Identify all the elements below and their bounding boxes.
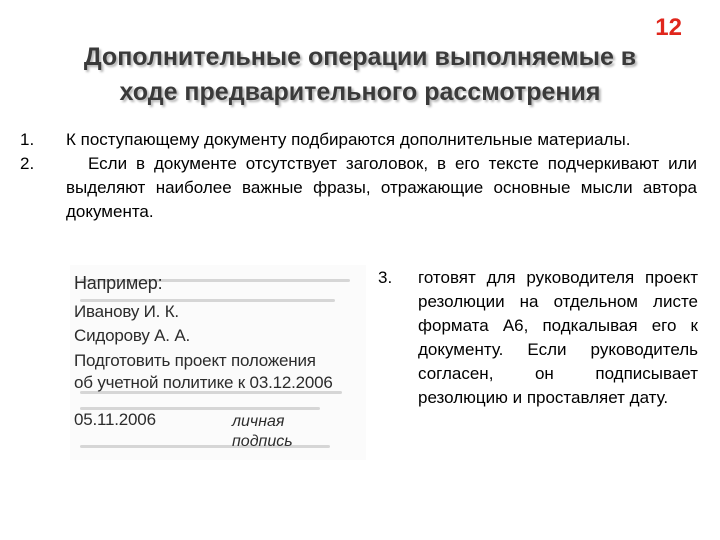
operations-list (20, 128, 697, 224)
list-item-number: 1. (20, 130, 35, 149)
title-line-2: ходе предварительного рассмотрения (119, 78, 601, 106)
example-instruction-1: Подготовить проект положения (74, 351, 316, 370)
list-item-number: 3. (378, 268, 393, 287)
list-item (20, 152, 697, 224)
title-line-1: Дополнительные операции выполняемые в (83, 43, 637, 71)
resolution-example-image (70, 265, 366, 460)
example-heading: Например: (74, 273, 163, 293)
example-signature-1: личная (232, 413, 285, 430)
slide-number: 12 (655, 14, 682, 41)
list-item-text: Если в документе отсутствует заголовок, в его тексте подчеркивают или выделяют наиболее важные фразы, отражающие основные мысли автора документа. (66, 154, 697, 221)
example-addressee-1: Иванову И. К. (74, 302, 179, 321)
example-addressee-2: Сидорову А. А. (74, 326, 190, 345)
list-item (378, 266, 698, 410)
example-signature-2: подпись (232, 433, 293, 450)
slide-title (14, 40, 706, 110)
list-item (20, 128, 697, 152)
list-item-text: готовят для руководителя проект резолюции на отдельном листе формата А6, подкалывая его к документу. Если руководитель согласен, он подписывает резолюцию и проставляет дату. (418, 268, 698, 407)
example-instruction-2: об учетной политике к 03.12.2006 (74, 373, 333, 392)
list-item-text: К поступающему документу подбираются дополнительные материалы. (66, 130, 631, 149)
list-item-number: 2. (20, 154, 35, 173)
example-date: 05.11.2006 (74, 410, 156, 429)
